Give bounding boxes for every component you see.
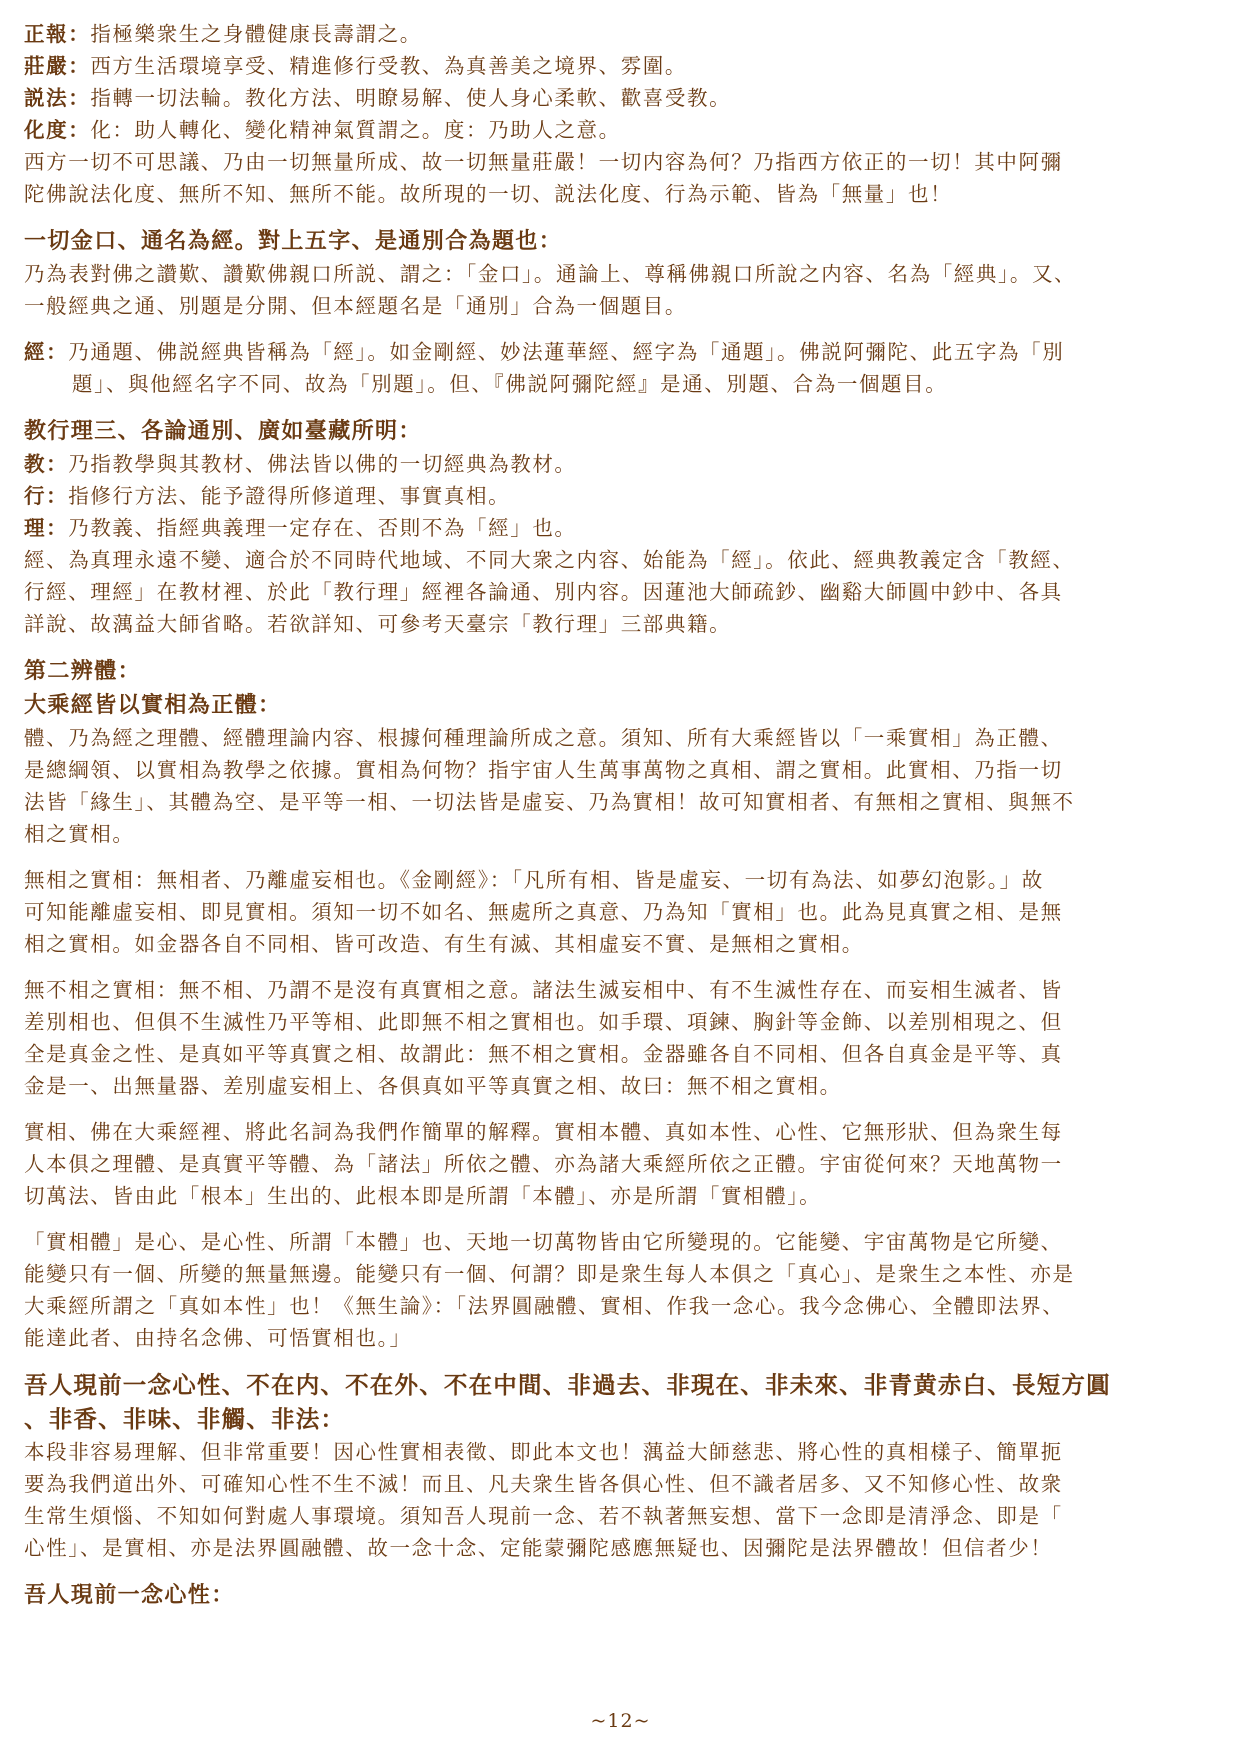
section-heading: 教行理三、各論通別、廣如臺藏所明：: [24, 418, 422, 444]
paragraph: 實相、佛在大乘經裡、將此名詞為我們作簡單的解釋。實相本體、真如本性、心性、它無形狀、但為衆生每 人本俱之理體、是真實平等體、為「諸法」所依之體、亦為諸大乘經所依之正體。宇宙從何來？天地萬物一 切萬法、皆由此「根本」生出的、此根本即是所謂「本體」、亦是所謂「實相體」。: [24, 1120, 1063, 1208]
definition-list-1: [24, 18, 1219, 146]
definition-line: 莊嚴：西方生活環境享受、精進修行受教、為真善美之境界、雰圍。: [24, 54, 688, 78]
term: 教: [24, 452, 47, 476]
paragraph: 體、乃為經之理體、經體理論内容、根據何種理論所成之意。須知、所有大乘經皆以「一乘實相」為正體、 是總綱領、以實相為教學之依據。實相為何物？指宇宙人生萬事萬物之真相、謂之實相。此實相、乃指一切 法皆「緣生」、其體為空、是平等一相、一切法皆是虛妄、乃為實相！故可知實相者、有無相之實相、與無不 相之實相。: [24, 726, 1075, 846]
term: 説法: [24, 86, 69, 110]
paragraph: 無不相之實相：無不相、乃謂不是沒有真實相之意。諸法生滅妄相中、有不生滅性存在、而妄相生滅者、皆 差別相也、但俱不生滅性乃平等相、此即無不相之實相也。如手環、項鍊、胸針等金飾、以差別相現之、但 全是真金之性、是真如平等真實之相、故謂此：無不相之實相。金器雖各自不同相、但各自真金是平等、真 金是一、出無量器、差別虛妄相上、各俱真如平等真實之相、故曰：無不相之實相。: [24, 978, 1063, 1098]
term: 莊嚴: [24, 54, 69, 78]
definition-line: 理：乃教義、指經典義理一定存在、否則不為「經」也。: [24, 516, 577, 540]
term: 化度: [24, 118, 69, 142]
paragraph: 經、為真理永遠不變、適合於不同時代地域、不同大衆之内容、始能為「經」。依此、經典教義定含「教經、 行經、理經」在教材裡、於此「教行理」經裡各論通、別内容。因蓮池大師疏鈔、幽谿大師圓中鈔中、各具 詳說、故蕅益大師省略。若欲詳知、可參考天臺宗「教行理」三部典籍。: [24, 548, 1075, 636]
paragraph: 無相之實相：無相者、乃離虛妄相也。《金剛經》：「凡所有相、皆是虛妄、一切有為法、如夢幻泡影。」故 可知能離虛妄相、即見實相。須知一切不如名、無處所之真意、乃為知「實相」也。此為見真實之相、是無 相之實相。如金器各自不同相、皆可改造、有生有滅、其相虛妄不實、是無相之實相。: [24, 868, 1063, 956]
definition-text: 化：助人轉化、變化精神氣質謂之。度：乃助人之意。: [90, 118, 621, 142]
term: 正報: [24, 22, 69, 46]
section-heading: 吾人現前一念心性：: [24, 1582, 235, 1608]
section-heading: 第二辨體：: [24, 658, 142, 684]
paragraph: 乃為表對佛之讚歎、讚歎佛親口所説、謂之：「金口」。通論上、尊稱佛親口所說之内容、名為「經典」。又、 一般經典之通、別題是分開、但本經題名是「通別」合為一個題目。: [24, 262, 1077, 318]
term: 行: [24, 484, 47, 508]
definition-text: 指極樂衆生之身體健康長壽謂之。: [90, 22, 422, 46]
paragraph: 本段非容易理解、但非常重要！因心性實相表徵、即此本文也！蕅益大師慈悲、將心性的真相樣子、簡單扼 要為我們道出外、可確知心性不生不滅！而且、凡夫衆生皆各俱心性、但不識者居多、又不知修心性、故衆 生常生煩惱、不知如何對處人事環境。須知吾人現前一念、若不執著無妄想、當下一念即是清淨念、即是「 心性」、是實相、亦是法界圓融體、故一念十念、定能蒙彌陀感應無疑也、因彌陀是法界體故！但信者少！: [24, 1440, 1063, 1560]
definition-line: 教：乃指教學與其教材、佛法皆以佛的一切經典為教材。: [24, 452, 577, 476]
document-page: [24, 18, 1219, 1612]
page-number: ~12~: [590, 1710, 651, 1732]
definition-text: 西方生活環境享受、精進修行受教、為真善美之境界、雰圍。: [90, 54, 688, 78]
section-heading: 一切金口、通名為經。對上五字、是通別合為題也：: [24, 228, 563, 254]
jing-definition: 經：乃通題、佛説經典皆稱為「經」。如金剛經、妙法蓮華經、經字為「通題」。佛説阿彌陀、此五字為「別 題」、與他經名字不同、故為「別題」。但、『佛説阿彌陀經』是通、別題、合為一個題目。: [24, 340, 1065, 396]
section-heading: 吾人現前一念心性、不在内、不在外、不在中間、非過去、非現在、非未來、非青黄赤白、長短方圓 、非香、非味、非觸、非法：: [24, 1371, 1111, 1433]
definition-list-2: [24, 448, 1219, 544]
definition-line: 説法：指轉一切法輪。教化方法、明瞭易解、使人身心柔軟、歡喜受教。: [24, 86, 732, 110]
paragraph: 「實相體」是心、是心性、所謂「本體」也、天地一切萬物皆由它所變現的。它能變、宇宙萬物是它所變、 能變只有一個、所變的無量無邊。能變只有一個、何謂？即是衆生每人本俱之「真心」、是衆生之本性、亦是 大乘經所謂之「真如本性」也！《無生論》：「法界圓融體、實相、作我一念心。我今念佛心、全體即法界、 能達此者、由持名念佛、可悟實相也。」: [24, 1230, 1075, 1350]
subsection-heading: 大乘經皆以實相為正體：: [24, 692, 282, 718]
definition-text: 指轉一切法輪。教化方法、明瞭易解、使人身心柔軟、歡喜受教。: [90, 86, 732, 110]
definition-line: 化度：化：助人轉化、變化精神氣質謂之。度：乃助人之意。: [24, 118, 621, 142]
paragraph: 西方一切不可思議、乃由一切無量所成、故一切無量莊嚴！一切内容為何？乃指西方依正的一切！其中阿彌 陀佛說法化度、無所不知、無所不能。故所現的一切、説法化度、行為示範、皆為「無量」也！: [24, 150, 1063, 206]
definition-line: 行：指修行方法、能予證得所修道理、事實真相。: [24, 484, 511, 508]
term: 經: [24, 340, 47, 364]
term: 理: [24, 516, 47, 540]
definition-line: 正報：指極樂衆生之身體健康長壽謂之。: [24, 22, 422, 46]
